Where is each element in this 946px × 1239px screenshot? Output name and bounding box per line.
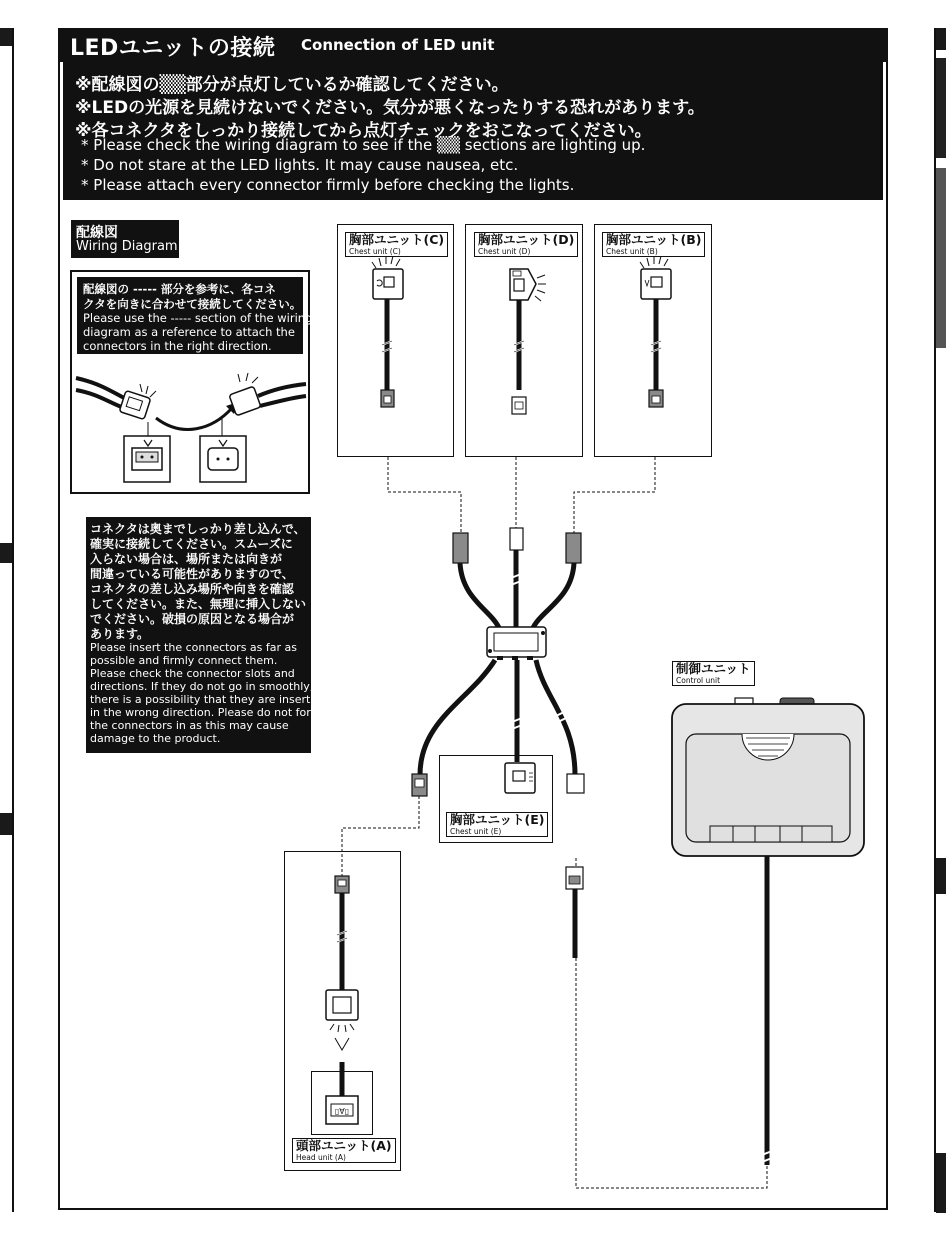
- orientation-note-en-line: Please use the ----- section of the wiring: [83, 311, 313, 325]
- orientation-note-jp-line: 配線図の ----- 部分を参考に、各コネ: [83, 282, 276, 296]
- orientation-note-en-line: connectors in the right direction.: [83, 339, 272, 353]
- guide-line-c: [388, 457, 461, 533]
- label-chest-unit-c-en: Chest unit (C): [349, 247, 401, 256]
- warning-jp-line: コネクタは奥までしっかり差し込んで、: [90, 522, 306, 536]
- label-head-unit-a-jp: 頭部ユニット(A): [296, 1138, 392, 1153]
- warning-en-line: Please check the connector slots and: [90, 667, 295, 680]
- head-unit-a: [326, 876, 358, 1124]
- label-control-unit: [672, 661, 755, 686]
- hub-harness: [412, 528, 584, 796]
- label-chest-unit-d-jp: 胸部ユニット(D): [478, 232, 575, 247]
- page-title-jp: LEDユニットの接続: [70, 36, 276, 61]
- notice-jp-line: ※配線図の▒▒部分が点灯しているか確認してください。: [75, 75, 509, 95]
- label-chest-unit-c: [345, 232, 448, 257]
- label-chest-unit-e: [446, 812, 548, 837]
- warning-en-line: possible and firmly connect them.: [90, 654, 278, 667]
- label-head-unit-a-en: Head unit (A): [296, 1153, 346, 1162]
- notice-en-line: * Please attach every connector firmly before checking the lights.: [81, 176, 575, 194]
- label-chest-unit-c-jp: 胸部ユニット(C): [349, 232, 445, 247]
- label-chest-unit-d-en: Chest unit (D): [478, 247, 531, 256]
- notice-en-line: * Do not stare at the LED lights. It may cause nausea, etc.: [81, 156, 519, 174]
- page-title-en: Connection of LED unit: [301, 36, 495, 54]
- label-chest-unit-e-jp: 胸部ユニット(E): [450, 812, 545, 827]
- label-chest-unit-b: [602, 232, 705, 257]
- warning-jp-line: あります。: [90, 627, 150, 641]
- warning-jp-line: 間違っている可能性がありますので、: [90, 567, 294, 581]
- label-chest-unit-d: [474, 232, 578, 257]
- label-chest-unit-b-jp: 胸部ユニット(B): [606, 232, 702, 247]
- label-chest-unit-e-en: Chest unit (E): [450, 827, 502, 836]
- guide-line-control: [576, 858, 767, 1188]
- warning-jp-line: コネクタの差し込み場所や向きを確認: [90, 582, 294, 596]
- warning-en-line: damage to the product.: [90, 732, 221, 745]
- warning-en-line: directions. If they do not go in smoothly,: [90, 680, 314, 693]
- warning-en-line: the connectors in as this may cause: [90, 719, 289, 732]
- chest-unit-d: [510, 269, 546, 414]
- chest-unit-c: [372, 256, 403, 407]
- notice-jp-line: ※各コネクタをしっかり接続してから点灯チェックをおこなってください。: [75, 121, 652, 141]
- label-control-unit-en: Control unit: [676, 676, 721, 685]
- warning-jp-line: でください。破損の原因となる場合が: [90, 612, 295, 626]
- guide-line-b: [574, 457, 655, 533]
- svg-text:▯∀▯: ▯∀▯: [334, 1107, 350, 1116]
- chest-unit-e: [505, 763, 535, 793]
- warning-jp-line: してください。また、無理に挿入しない: [90, 597, 307, 611]
- warning-jp-line: 入らない場合は、場所または向きが: [90, 552, 283, 566]
- notice-jp-line: ※LEDの光源を見続けないでください。気分が悪くなったりする恐れがあります。: [75, 98, 705, 118]
- control-unit-body: [672, 698, 864, 1165]
- label-head-unit-a: [292, 1138, 396, 1163]
- control-lead: [566, 867, 583, 958]
- warning-en-line: in the wrong direction. Please do not force: [90, 706, 324, 719]
- warning-jp-line: 確実に接続してください。スムーズに: [90, 537, 293, 551]
- wiring-diagram-heading-jp: 配線図: [76, 225, 118, 241]
- orientation-note-en-line: diagram as a reference to attach the: [83, 325, 295, 339]
- chest-unit-b: [640, 256, 671, 407]
- notice-en-line: * Please check the wiring diagram to see if the ▒▒ sections are lighting up.: [81, 136, 646, 154]
- wiring-diagram-heading-en: Wiring Diagram: [76, 239, 178, 254]
- warning-en-line: there is a possibility that they are inserted: [90, 693, 325, 706]
- label-control-unit-jp: 制御ユニット: [676, 661, 751, 676]
- guide-line-a: [342, 796, 419, 876]
- orientation-note-jp-line: クタを向きに合わせて接続してください。: [83, 297, 302, 311]
- label-chest-unit-b-en: Chest unit (B): [606, 247, 658, 256]
- warning-en-line: Please insert the connectors as far as: [90, 641, 298, 654]
